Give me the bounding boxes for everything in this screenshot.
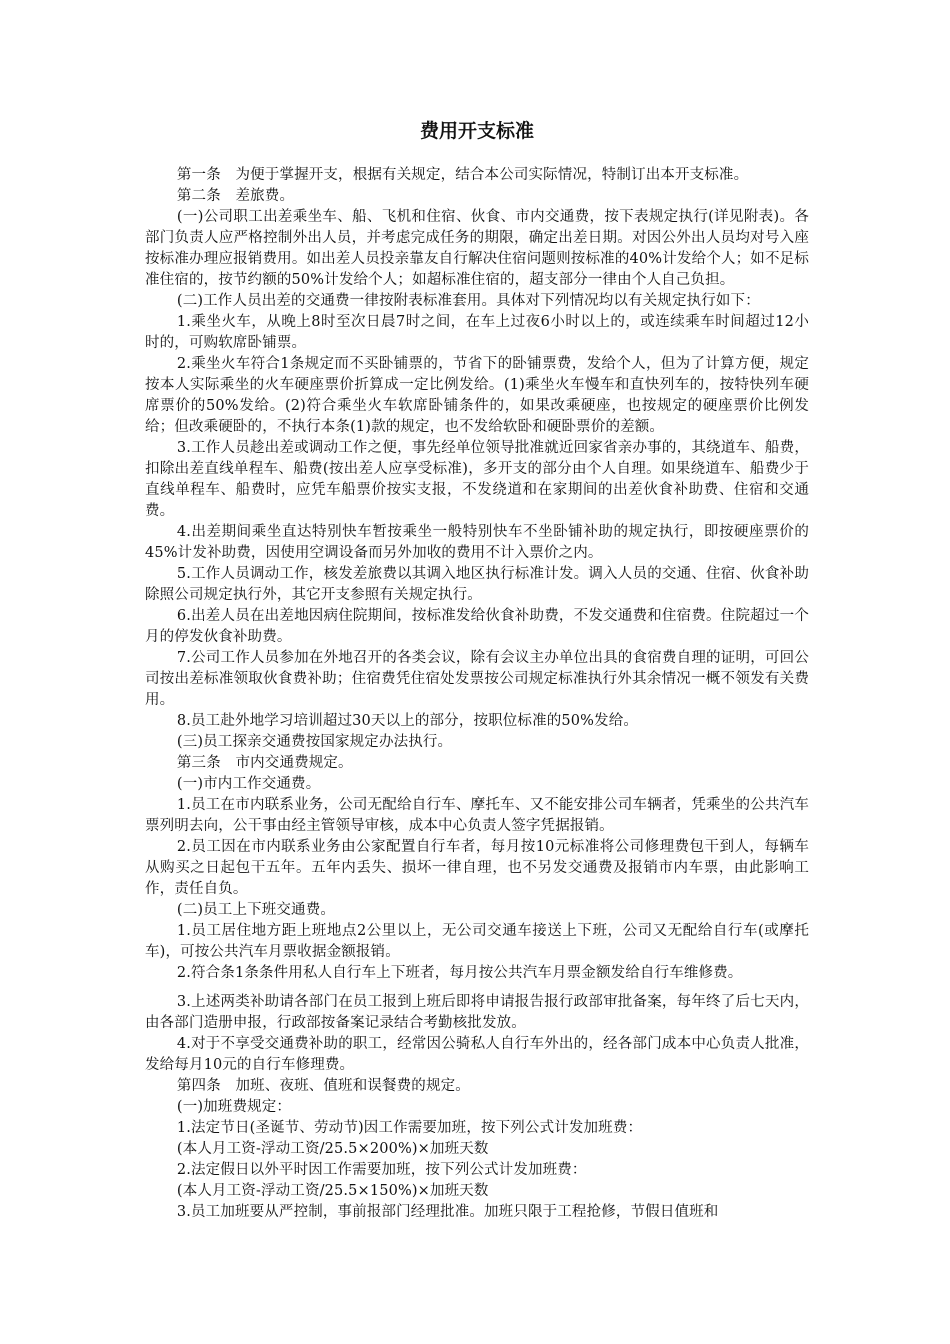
paragraph: 3.员工加班要从严控制，事前报部门经理批准。加班只限于工程抢修，节假日值班和 — [176, 1204, 719, 1220]
paragraph: (一)公司职工出差乘坐车、船、飞机和住宿、伙食、市内交通费，按下表规定执行(详见附表)。各部门负责人应严格控制外出人员，并考虑完成任务的期限，确定出差日期。对因公外出人员均对号入座按标准办理应报销费用。如出差人员投亲靠友自行解决住宿问题则按标准的40%计发给个人；如不足标准住宿的，按节约额的50%计发给个人；如超标准住宿的，超支部分一律由个人自己负担。 — [145, 209, 809, 288]
page-title: 费用开支标准 — [419, 120, 534, 142]
paragraph: 1.法定节日(圣诞节、劳动节)因工作需要加班，按下列公式计发加班费： — [176, 1120, 643, 1136]
paragraph: 2.乘坐火车符合1条规定而不买卧铺票的，节省下的卧铺票费，发给个人，但为了计算方便，规定按本人实际乘坐的火车硬座票价折算成一定比例发给。(1)乘坐火车慢车和直快列车的，按特快列车硬席票价的50%发给。(2)符合乘坐火车软席卧铺条件的，如果改乘硬座，也按规定的硬座票价比例发给；但改乘硬卧的，不执行本条(1)款的规定，也不发给软卧和硬卧票价的差额。 — [145, 356, 809, 435]
formula-line: (本人月工资-浮动工资/25.5×150%)×加班天数 — [176, 1183, 489, 1199]
paragraph: (二)员工上下班交通费。 — [176, 902, 336, 918]
paragraph: (一)市内工作交通费。 — [176, 776, 321, 792]
paragraph: (一)加班费规定： — [176, 1099, 292, 1115]
paragraph: (二)工作人员出差的交通费一律按附表标准套用。具体对下列情况均以有关规定执行如下： — [176, 293, 760, 309]
paragraph: 6.出差人员在出差地因病住院期间，按标准发给伙食补助费，不发交通费和住宿费。住院超过一个月的停发伙食补助费。 — [145, 608, 809, 645]
paragraph: 3.工作人员趁出差或调动工作之便，事先经单位领导批准就近回家省亲办事的，其绕道车、船费，扣除出差直线单程车、船费(按出差人应享受标准)，多开支的部分由个人自理。如果绕道车、船费少于直线单程车、船费时，应凭车船票价按实支报，不发绕道和在家期间的出差伙食补助费、住宿和交通费。 — [145, 440, 809, 519]
paragraph: 2.符合条1条条件用私人自行车上下班者，每月按公共汽车月票金额发给自行车维修费。 — [176, 965, 743, 981]
paragraph-article-1: 第一条 为便于掌握开支，根据有关规定，结合本公司实际情况，特制订出本开支标准。 — [176, 167, 749, 183]
paragraph: 4.出差期间乘坐直达特别快车暂按乘坐一般特别快车不坐卧铺补助的规定执行，即按硬座票价的45%计发补助费，因使用空调设备而另外加收的费用不计入票价之内。 — [145, 524, 809, 561]
paragraph: 1.乘坐火车，从晚上8时至次日晨7时之间，在车上过夜6小时以上的，或连续乘车时间超过12小时的，可购软席卧铺票。 — [145, 314, 809, 351]
paragraph: 8.员工赴外地学习培训超过30天以上的部分，按职位标准的50%发给。 — [176, 713, 639, 729]
paragraph: 1.员工在市内联系业务，公司无配给自行车、摩托车、又不能安排公司车辆者，凭乘坐的公共汽车票列明去向，公干事由经主管领导审核，成本中心负责人签字凭据报销。 — [145, 797, 809, 834]
paragraph-article-4-heading: 第四条 加班、夜班、值班和误餐费的规定。 — [176, 1078, 470, 1094]
formula-line: (本人月工资-浮动工资/25.5×200%)×加班天数 — [176, 1141, 489, 1157]
paragraph-article-2-heading: 第二条 差旅费。 — [176, 188, 295, 204]
paragraph: 3.上述两类补助请各部门在员工报到上班后即将申请报告报行政部审批备案，每年终了后七天内，由各部门造册申报，行政部按备案记录结合考勤核批发放。 — [145, 994, 809, 1031]
paragraph: (三)员工探亲交通费按国家规定办法执行。 — [176, 734, 453, 750]
paragraph: 2.员工因在市内联系业务由公家配置自行车者，每月按10元标准将公司修理费包干到人，每辆车从购买之日起包干五年。五年内丢失、损坏一律自理，也不另发交通费及报销市内车票，由此影响工作，责任自负。 — [145, 839, 809, 897]
paragraph: 5.工作人员调动工作，核发差旅费以其调入地区执行标准计发。调入人员的交通、住宿、伙食补助除照公司规定执行外，其它开支参照有关规定执行。 — [145, 566, 809, 603]
paragraph-article-3-heading: 第三条 市内交通费规定。 — [176, 755, 353, 771]
paragraph: 2.法定假日以外平时因工作需要加班，按下列公式计发加班费： — [176, 1162, 587, 1178]
document-body — [145, 165, 809, 1223]
paragraph: 4.对于不享受交通费补助的职工，经常因公骑私人自行车外出的，经各部门成本中心负责人批准，发给每月10元的自行车修理费。 — [145, 1036, 809, 1073]
paragraph: 7.公司工作人员参加在外地召开的各类会议，除有会议主办单位出具的食宿费自理的证明，可回公司按出差标准领取伙食费补助；住宿费凭住宿处发票按公司规定标准执行外其余情况一概不领发有关费用。 — [145, 650, 809, 708]
paragraph: 1.员工居住地方距上班地点2公里以上，无公司交通车接送上下班，公司又无配给自行车(或摩托车)，可按公共汽车月票收据金额报销。 — [145, 923, 809, 960]
